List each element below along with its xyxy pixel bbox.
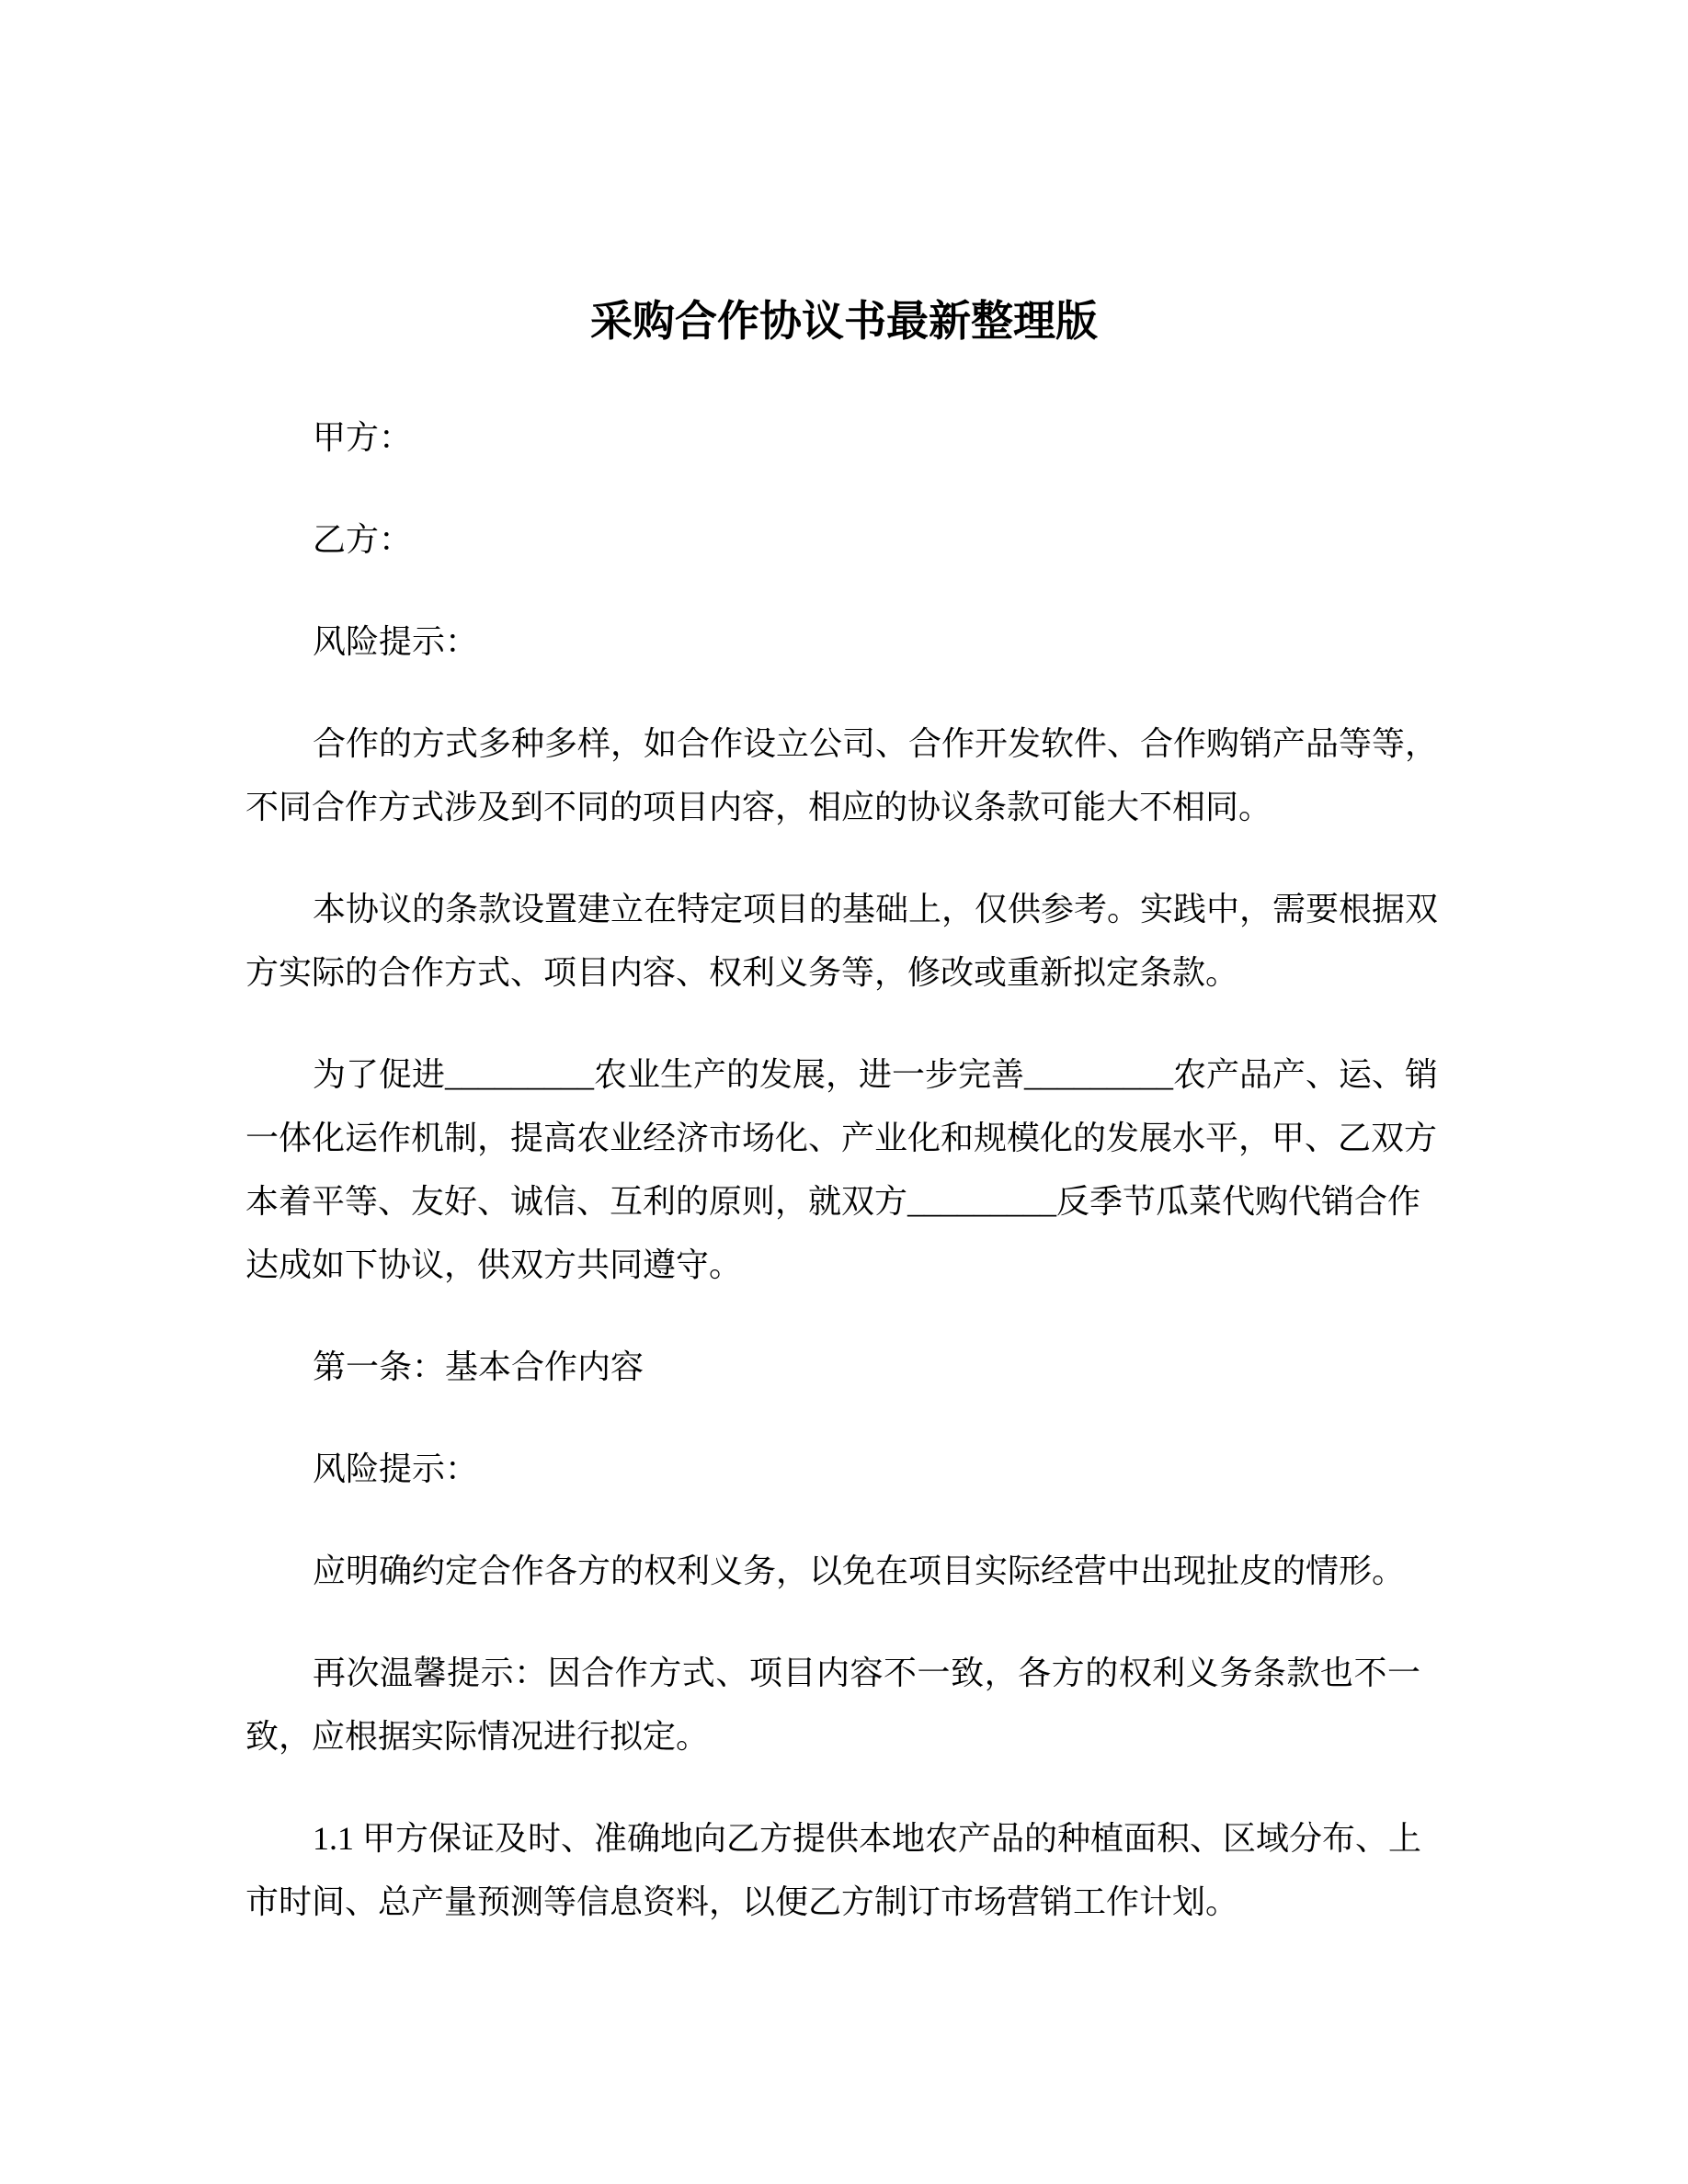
risk-tip-heading: 风险提示：	[313, 623, 479, 660]
document-title: 采购合作协议书最新整理版	[590, 298, 1098, 345]
article-one-heading: 第一条：基本合作内容	[313, 1348, 644, 1385]
clause-1-1-line: 市时间、总产量预测等信息资料，以便乙方制订市场营销工作计划。	[245, 1883, 1239, 1920]
paragraph-line: 再次温馨提示：因合作方式、项目内容不一致，各方的权利义务条款也不一	[313, 1655, 1420, 1691]
risk-tip-heading: 风险提示：	[313, 1450, 479, 1487]
paragraph-line: 致，应根据实际情况进行拟定。	[245, 1718, 710, 1755]
paragraph-line: 不同合作方式涉及到不同的项目内容，相应的协议条款可能大不相同。	[245, 789, 1272, 825]
paragraph-line: 一体化运作机制，提高农业经济市场化、产业化和规模化的发展水平，甲、乙双方	[245, 1120, 1438, 1156]
paragraph-line: 方实际的合作方式、项目内容、权利义务等，修改或重新拟定条款。	[245, 954, 1239, 991]
paragraph-line: 本着平等、友好、诚信、互利的原则，就双方_________反季节瓜菜代购代销合作	[245, 1183, 1421, 1220]
party-a-label: 甲方：	[313, 419, 413, 456]
party-b-label: 乙方：	[313, 521, 413, 558]
paragraph-line: 应明确约定合作各方的权利义务，以免在项目实际经营中出现扯皮的情形。	[313, 1553, 1406, 1589]
clause-1-1-line: 1.1 甲方保证及时、准确地向乙方提供本地农产品的种植面积、区域分布、上	[313, 1820, 1422, 1857]
paragraph-line: 为了促进_________农业生产的发展，进一步完善_________农产品产、运、销	[313, 1056, 1439, 1093]
paragraph-line: 合作的方式多种多样，如合作设立公司、合作开发软件、合作购销产品等等，	[313, 725, 1439, 762]
paragraph-line: 本协议的条款设置建立在特定项目的基础上，仅供参考。实践中，需要根据双	[313, 891, 1439, 927]
paragraph-line: 达成如下协议，供双方共同遵守。	[245, 1246, 743, 1283]
